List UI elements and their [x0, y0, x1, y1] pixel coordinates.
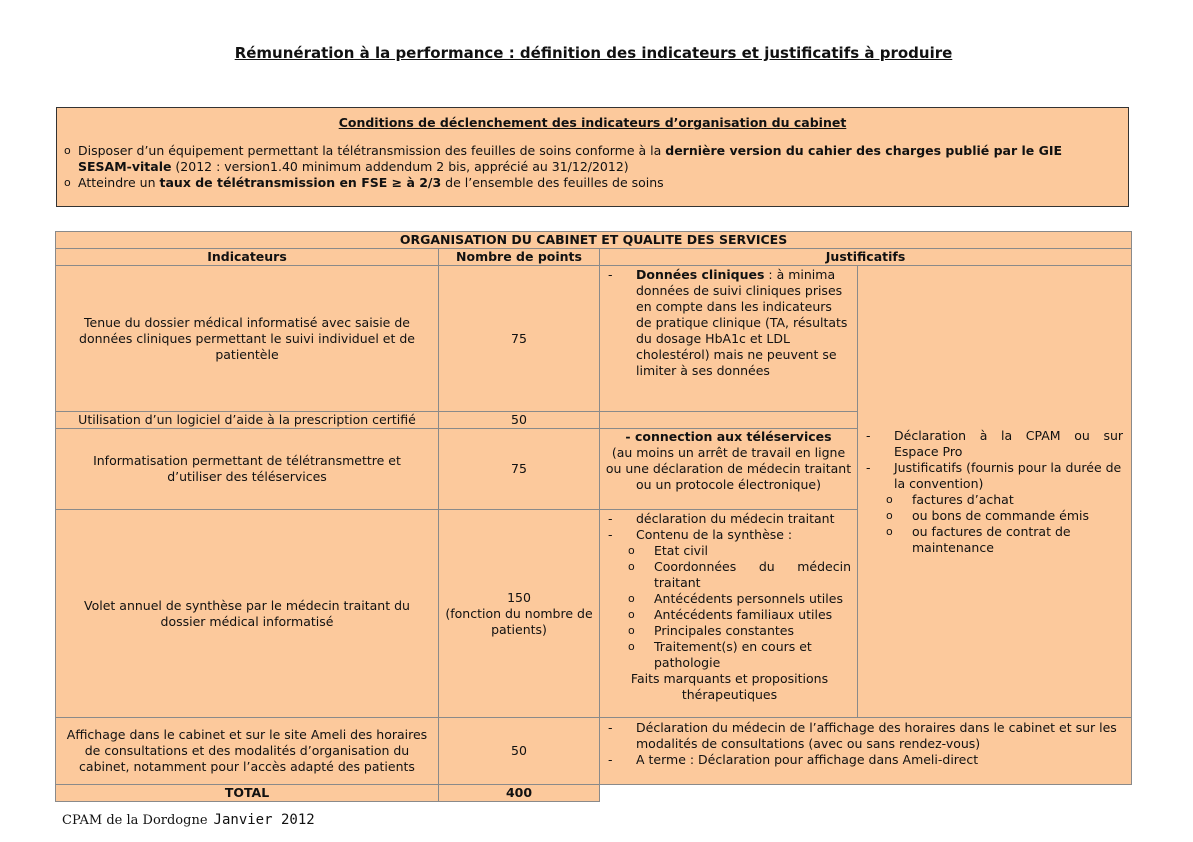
justificatif-teleservices: - connection aux téléservices (au moins un arrêt de travail en ligne ou une déclaration de médecin traitant ou un protocole électronique) — [600, 429, 858, 510]
right-subitem: ou factures de contrat de maintenance — [912, 523, 1071, 555]
indicator-dossier-medical: Tenue du dossier médical informatisé avec saisie de données cliniques permettant le suivi individuel et de patientèle — [56, 266, 439, 412]
indicator-logiciel: Utilisation d’un logiciel d’aide à la prescription certifié — [56, 412, 439, 429]
dash-marker: - — [608, 267, 613, 282]
indicator-teleservices: Informatisation permettant de télétransmettre et d’utiliser des téléservices — [56, 429, 439, 510]
conditions-title: Conditions de déclenchement des indicateurs d’organisation du cabinet — [338, 115, 847, 130]
indicator-volet-synthese: Volet annuel de synthèse par le médecin traitant du dossier médical informatisé — [56, 510, 439, 718]
organisation-table — [55, 231, 1132, 802]
condition-item-taux — [64, 175, 1118, 191]
header-points: Nombre de points — [439, 249, 600, 266]
justificatif-affichage: - Déclaration du médecin de l’affichage des horaires dans le cabinet et sur les modalités de consultations (avec ou sans rendez-vous) - A terme : Déclaration pour affichage dans Ameli-direct — [600, 718, 1132, 785]
indicator-affichage: Affichage dans le cabinet et sur le site Ameli des horaires de consultations et des modalités d’organisation du cabinet, notamment pour l’accès adapté des patients — [56, 718, 439, 785]
conditions-list — [57, 143, 1128, 191]
list-item: o Traitement(s) en cours et pathologie — [628, 639, 812, 670]
list-item: o Coordonnées du médecin traitant — [628, 559, 851, 590]
table-title: ORGANISATION DU CABINET ET QUALITE DES SERVICES — [56, 232, 1132, 249]
list-item: o Etat civil — [628, 543, 709, 558]
condition-item-equipement — [64, 143, 1118, 175]
conditions-box — [56, 107, 1129, 207]
justificatif-synthese: - déclaration du médecin traitant - Contenu de la synthèse : o Etat civil o Coordonnées du médecin traitant o Antécédents personnels utiles o Antécédents familiaux utiles o Principales constantes o Traitement(s) en cours et pathologie Faits marquants et propositions thérapeutiques — [600, 510, 858, 718]
empty-cell — [600, 785, 1132, 802]
closing-line: Faits marquants et propositions thérapeutiques — [630, 671, 829, 702]
condition-text: Atteindre un taux de télétransmission en FSE ≥ à 2/3 de l’ensemble des feuilles de soins — [78, 175, 664, 190]
header-justificatifs: Justificatifs — [600, 249, 1132, 266]
justificatif-declaration-cpam: - Déclaration à la CPAM ou sur Espace Pro - Justificatifs (fournis pour la durée de la convention) o factures d’achat o ou bons de commande émis o ou factures de contrat de maintenance — [858, 266, 1132, 718]
points-logiciel: 50 — [439, 412, 600, 429]
list-item: o Principales constantes — [628, 623, 794, 638]
list-item: o Antécédents familiaux utiles — [628, 607, 833, 622]
right-subitem: factures d’achat — [912, 491, 1014, 507]
list-item: o Antécédents personnels utiles — [628, 591, 843, 606]
points-dossier-medical: 75 — [439, 266, 600, 412]
points-affichage: 50 — [439, 718, 600, 785]
total-label: TOTAL — [56, 785, 439, 802]
condition-text: Disposer d’un équipement permettant la télétransmission des feuilles de soins conforme à la dernière version du cahier des charges publié par le GIE SESAM-vitale (2012 : version1.40 minimum addendum 2 bis, apprécié au 31/12/2012) — [78, 143, 1063, 174]
header-indicateurs: Indicateurs — [56, 249, 439, 266]
right-subitem: ou bons de commande émis — [912, 507, 1090, 523]
footer-org: CPAM de la Dordogne — [62, 813, 208, 828]
points-volet-synthese: 150 (fonction du nombre de patients) — [439, 510, 600, 718]
total-points: 400 — [439, 785, 600, 802]
justificatif-donnees-cliniques: - Données cliniques : à minima données de suivi cliniques prises en compte dans les indicateurs de pratique clinique (TA, résultats du dosage HbA1c et LDL cholestérol) mais ne peuvent se limiter à ses données — [600, 266, 858, 412]
bullet-icon: o — [64, 176, 71, 189]
points-teleservices: 75 — [439, 429, 600, 510]
bullet-icon: o — [64, 144, 71, 157]
footer-date: Janvier 2012 — [213, 812, 315, 828]
footer — [62, 812, 315, 828]
justificatif-empty — [600, 412, 858, 429]
page-title: Rémunération à la performance : définition des indicateurs et justificatifs à produire — [234, 44, 953, 62]
